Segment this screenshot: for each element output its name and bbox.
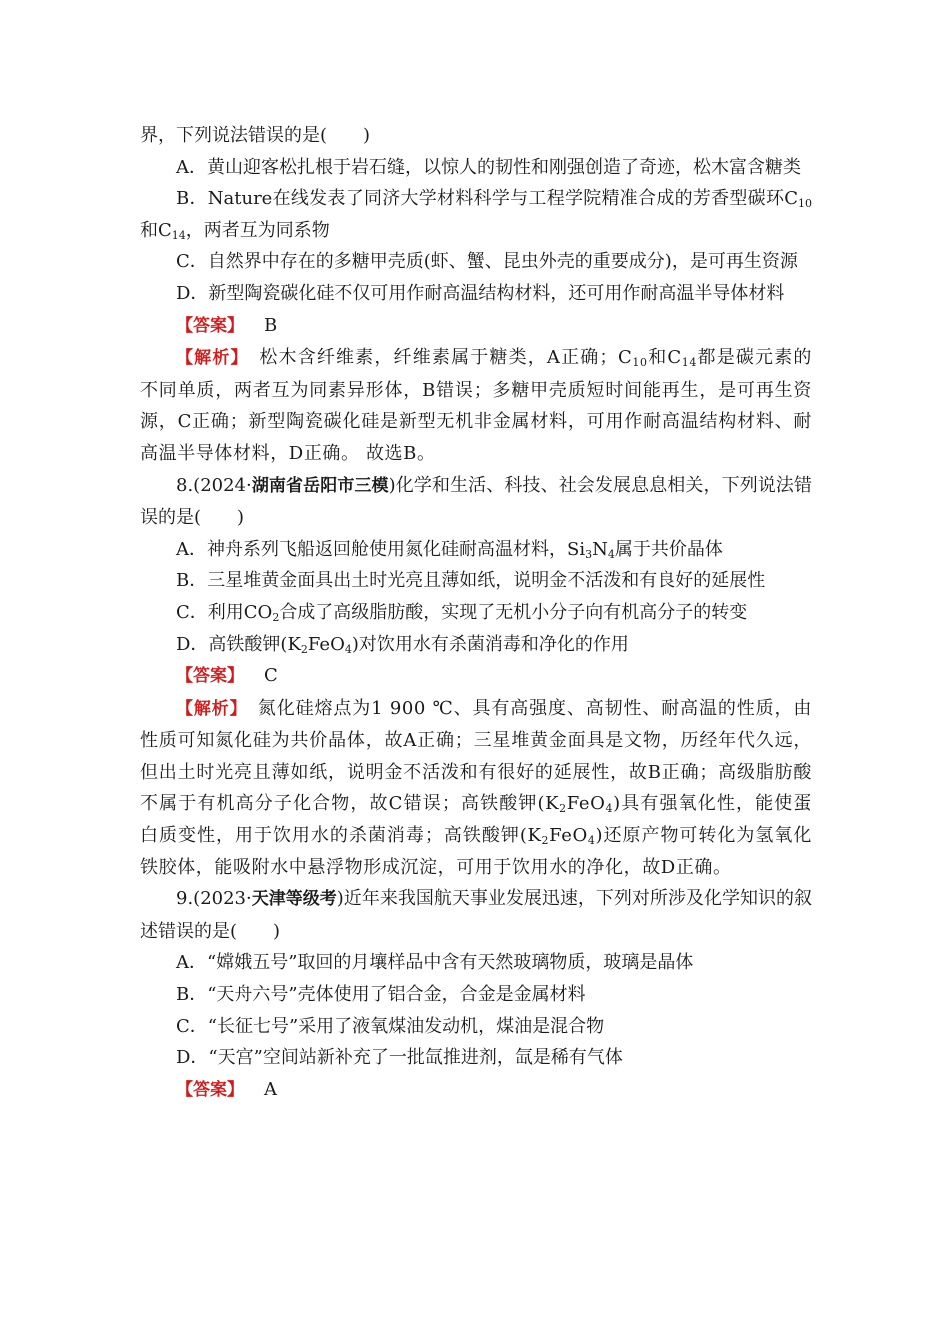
explanation-tag: 【解析】 — [176, 698, 240, 719]
explanation-tag: 【解析】 — [176, 348, 241, 369]
q8-source: 湖南省岳阳市三模 — [251, 475, 389, 496]
q8-option-b: B．三星堆黄金面具出土时光亮且薄如纸，说明金不活泼和有良好的延展性 — [176, 570, 766, 592]
q7-option-b: B．Nature在线发表了同济大学材料科学与工程学院精准合成的芳香型碳环$C_{10}$和$C_{14}$，两者互为同系物 — [140, 188, 812, 242]
q7-option-c: C．自然界中存在的多糖甲壳质(虾、蟹、昆虫外壳的重要成分)，是可再生资源 — [176, 251, 798, 273]
q8-stem: 8.(2024·湖南省岳阳市三模)化学和生活、科技、社会发展息息相关，下列说法错误的是( ) — [140, 474, 813, 529]
answer-value: C — [264, 665, 278, 687]
q9-option-c: C．“长征七号”采用了液氧煤油发动机，煤油是混合物 — [176, 1015, 605, 1037]
q9-source: 天津等级考 — [251, 889, 337, 910]
answer-tag: 【答案】 — [176, 1079, 244, 1100]
q9-answer — [140, 1074, 812, 1107]
q9-option-b: B．“天舟六号”壳体使用了铝合金，合金是金属材料 — [176, 984, 586, 1006]
document-page — [140, 120, 812, 1106]
answer-tag: 【答案】 — [176, 666, 244, 687]
q8-answer — [140, 660, 812, 693]
q7-option-a: A．黄山迎客松扎根于岩石缝，以惊人的韧性和刚强创造了奇迹，松木富含糖类 — [176, 156, 801, 178]
q7-option-d: D．新型陶瓷碳化硅不仅可用作耐高温结构材料，还可用作耐高温半导体材料 — [176, 282, 785, 304]
q8-option-c: C．利用$CO_2$合成了高级脂肪酸，实现了无机小分子向有机高分子的转变 — [176, 601, 748, 624]
q7-answer — [140, 310, 812, 343]
q8-explanation: 【解析】 氮化硅熔点为1 900 ℃、具有高强度、高韧性、耐高温的性质，由性质可知氮化硅为共价晶体，故A正确；三星堆黄金面具是文物，历经年代久远，但出土时光亮且薄如纸，说明金不活泼和有很好的延展性，故B正确；高级脂肪酸不属于有机高分子化合物，故C错误；高铁酸钾$(K_2FeO_4)$具有强氧化性，能使蛋白质变性，用于饮用水的杀菌消毒；高铁酸钾$(K_2FeO_4)$还原产物可转化为氢氧化铁胶体，能吸附水中悬浮物形成沉淀，可用于饮用水的净化，故D正确。 — [140, 697, 813, 878]
q8-option-a: A．神舟系列飞船返回舱使用氮化硅耐高温材料，$Si_3N_4$属于共价晶体 — [176, 538, 723, 561]
answer-value: B — [264, 314, 278, 336]
q8-option-d: D．高铁酸钾$(K_2FeO_4)$对饮用水有杀菌消毒和净化的作用 — [176, 633, 629, 656]
q9-option-d: D．“天宫”空间站新补充了一批氙推进剂，氙是稀有气体 — [176, 1047, 623, 1069]
q7-explanation: 【解析】 松木含纤维素，纤维素属于糖类，A正确；$C_{10}$和$C_{14}$都是碳元素的不同单质，两者互为同素异形体，B错误；多糖甲壳质短时间能再生，是可再生资源，C正确；新型陶瓷碳化硅是新型无机非金属材料，可用作耐高温结构材料、耐高温半导体材料，D正确。 故选B。 — [140, 347, 812, 464]
q9-stem: 9.(2023·天津等级考)近年来我国航天事业发展迅速，下列对所涉及化学知识的叙述错误的是( ) — [140, 888, 812, 942]
q9-option-a: A．“嫦娥五号”取回的月壤样品中含有天然玻璃物质，玻璃是晶体 — [176, 952, 694, 974]
q7-stem-tail: 界，下列说法错误的是( ) — [140, 125, 371, 146]
answer-tag: 【答案】 — [176, 315, 244, 336]
answer-value: A — [264, 1078, 277, 1100]
